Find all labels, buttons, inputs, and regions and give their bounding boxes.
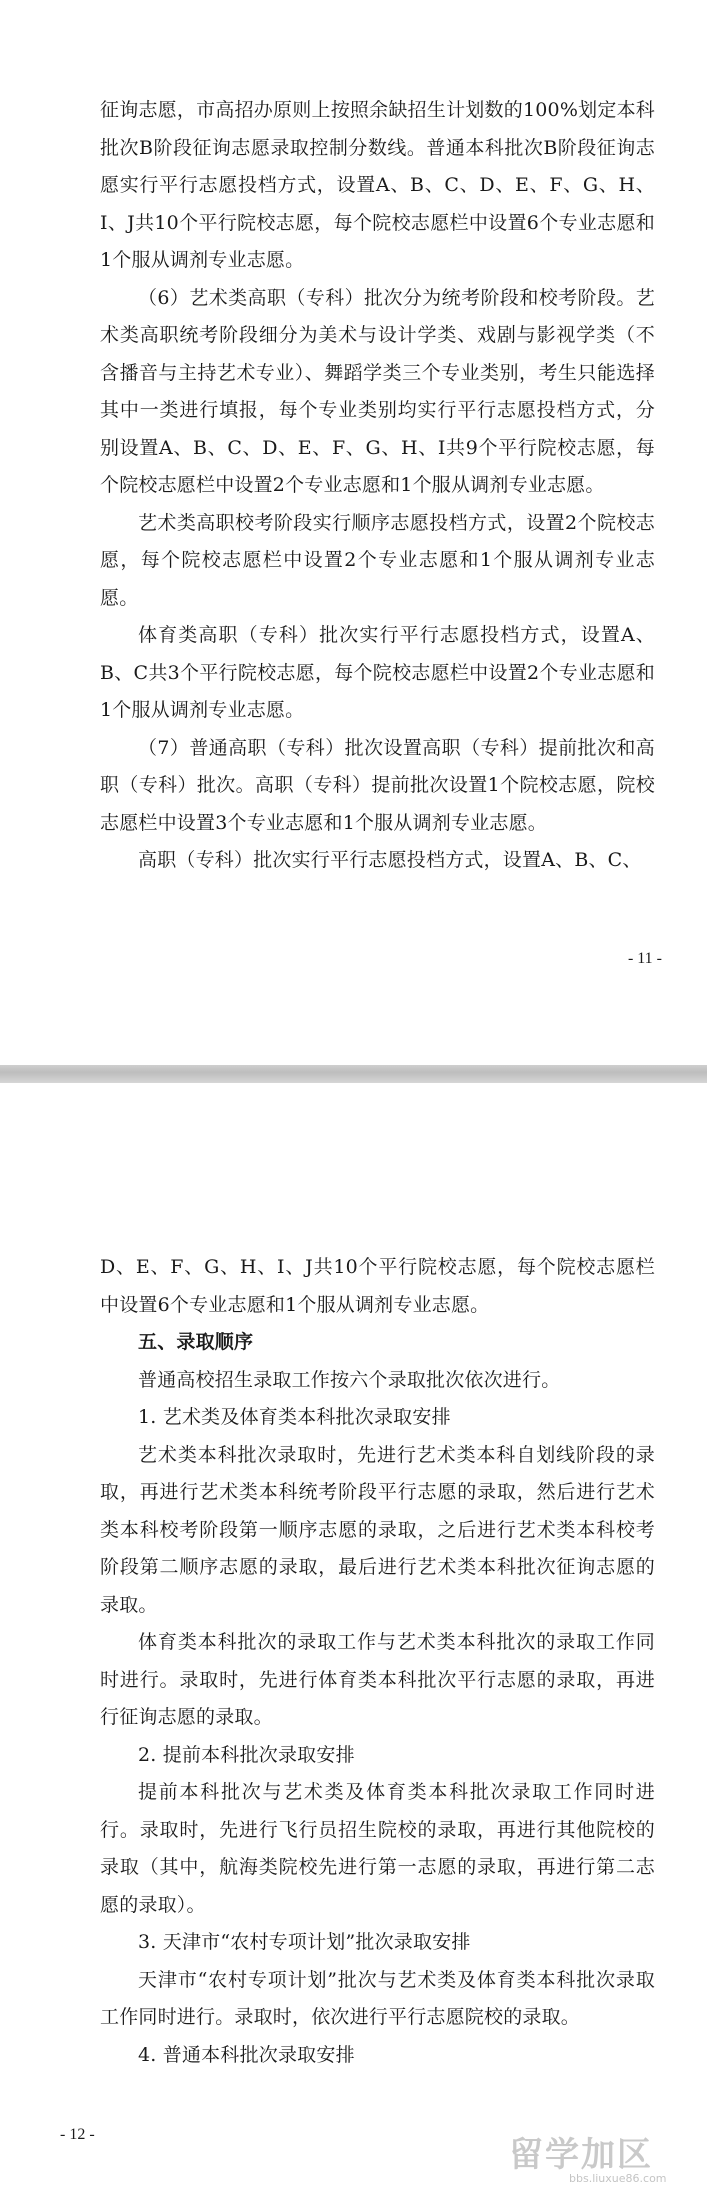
paragraph: 体育类高职（专科）批次实行平行志愿投档方式，设置A、B、C共3个平行院校志愿，每个院校志愿栏中设置2个专业志愿和1个服从调剂专业志愿。 <box>100 624 655 721</box>
paragraph: （7）普通高职（专科）批次设置高职（专科）提前批次和高职（专科）批次。高职（专科）提前批次设置1个院校志愿，院校志愿栏中设置3个专业志愿和1个服从调剂专业志愿。 <box>100 736 655 834</box>
page-12-body <box>100 1249 655 2074</box>
watermark-logo: 留学加区 <box>509 2135 653 2175</box>
section-heading: 五、录取顺序 <box>138 1331 254 1353</box>
document-page-12 <box>0 1083 707 2207</box>
paragraph: 普通高校招生录取工作按六个录取批次依次进行。 <box>138 1368 561 1391</box>
page-number: - 11 - <box>627 950 662 967</box>
paragraph: 征询志愿，市高招办原则上按照余缺招生计划数的100%划定本科批次B阶段征询志愿录取控制分数线。普通本科批次B阶段征询志愿实行平行志愿投档方式，设置A、B、C、D、E、F、G、H、I、J共10个平行院校志愿，每个院校志愿栏中设置6个专业志愿和1个服从调剂专业志愿。 <box>100 99 655 271</box>
paragraph: 天津市“农村专项计划”批次与艺术类及体育类本科批次录取工作同时进行。录取时，依次进行平行志愿院校的录取。 <box>100 1968 655 2028</box>
paragraph: 高职（专科）批次实行平行志愿投档方式，设置A、B、C、 <box>138 849 642 871</box>
paragraph: 提前本科批次与艺术类及体育类本科批次录取工作同时进行。录取时，先进行飞行员招生院校的录取，再进行其他院校的录取（其中，航海类院校先进行第一志愿的录取，再进行第二志愿的录取）。 <box>100 1781 655 1916</box>
page-separator <box>0 1065 707 1083</box>
paragraph: D、E、F、G、H、I、J共10个平行院校志愿，每个院校志愿栏中设置6个专业志愿和1个服从调剂专业志愿。 <box>100 1256 655 1316</box>
watermark-url: bbs.liuxue86.com <box>569 2172 667 2185</box>
paragraph: 体育类本科批次的录取工作与艺术类本科批次的录取工作同时进行。录取时，先进行体育类本科批次平行志愿的录取，再进行征询志愿的录取。 <box>100 1631 655 1728</box>
page-11-body <box>100 92 655 880</box>
subheading: 1. 艺术类及体育类本科批次录取安排 <box>138 1406 451 1428</box>
paragraph: 艺术类高职校考阶段实行顺序志愿投档方式，设置2个院校志愿，每个院校志愿栏中设置2个专业志愿和1个服从调剂专业志愿。 <box>100 511 655 609</box>
subheading: 2. 提前本科批次录取安排 <box>138 1743 355 1766</box>
subheading: 3. 天津市“农村专项计划”批次录取安排 <box>138 1931 471 1953</box>
paragraph: （6）艺术类高职（专科）批次分为统考阶段和校考阶段。艺术类高职统考阶段细分为美术与设计学类、戏剧与影视学类（不含播音与主持艺术专业）、舞蹈学类三个专业类别，考生只能选择其中一类进行填报，每个专业类别均实行平行志愿投档方式，分别设置A、B、C、D、E、F、G、H、I共9个平行院校志愿，每个院校志愿栏中设置2个专业志愿和1个服从调剂专业志愿。 <box>100 286 655 496</box>
document-page-11 <box>0 0 707 1065</box>
subheading: 4. 普通本科批次录取安排 <box>138 2043 355 2066</box>
paragraph: 艺术类本科批次录取时，先进行艺术类本科自划线阶段的录取，再进行艺术类本科统考阶段平行志愿的录取，然后进行艺术类本科校考阶段第一顺序志愿的录取，之后进行艺术类本科校考阶段第二顺序志愿的录取，最后进行艺术类本科批次征询志愿的录取。 <box>100 1443 655 1616</box>
site-watermark <box>509 2127 699 2197</box>
page-number: - 12 - <box>60 2126 95 2143</box>
